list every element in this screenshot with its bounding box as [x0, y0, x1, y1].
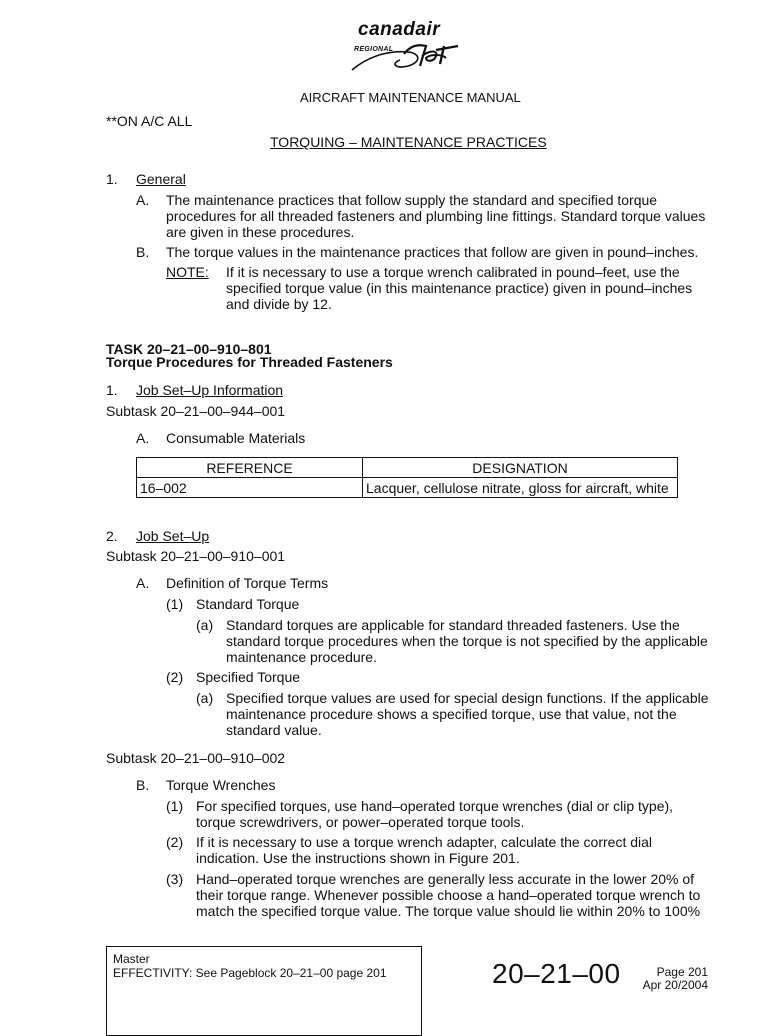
- logo-wordmark: canadair: [358, 19, 441, 40]
- subtask-944-001: Subtask 20–21–00–944–001: [106, 403, 286, 419]
- torque-wrenches-letter: B.: [136, 777, 150, 793]
- general-b-paragraph: The torque values in the maintenance practices that follow are given in pound–inches.: [166, 244, 699, 260]
- page-info: [620, 966, 708, 992]
- standard-torque-a-number: (a): [196, 617, 214, 633]
- text-line: maintenance procedure shows a specified torque, use that value, not the: [226, 706, 677, 722]
- text-line: For specified torques, use hand–operated torque wrenches (dial or clip type),: [196, 798, 674, 814]
- text-line: Hand–operated torque wrenches are generally less accurate in the lower 20% of: [196, 871, 695, 887]
- standard-torque-heading: Standard Torque: [196, 596, 300, 612]
- specified-torque-paragraph: [226, 690, 709, 738]
- subtask-910-001: Subtask 20–21–00–910–001: [106, 548, 286, 564]
- logo-subtitle: REGIONAL: [354, 46, 394, 53]
- revision-date: Apr 20/2004: [642, 978, 708, 992]
- specified-torque-number: (2): [166, 669, 184, 685]
- canadair-regional-jet-logo: [346, 19, 466, 78]
- text-line: Specified torque values are used for special design functions. If the applicable: [226, 690, 709, 706]
- specified-torque-heading: Specified Torque: [196, 669, 301, 685]
- general-number: 1.: [106, 171, 118, 187]
- text-line: specified torque value (in this maintenance practice) given in pound–inches: [226, 280, 693, 296]
- text-line: their torque range. Whenever possible choose a hand–operated torque wrench to: [196, 887, 701, 903]
- standard-torque-number: (1): [166, 596, 184, 612]
- note-paragraph: [226, 264, 692, 312]
- text-line: are given in these procedures.: [166, 224, 355, 240]
- text-line: indication. Use the instructions shown in Figure 201.: [196, 850, 520, 866]
- column-header-reference: REFERENCE: [137, 458, 363, 478]
- subtask-910-002: Subtask 20–21–00–910–002: [106, 750, 286, 766]
- general-b-letter: B.: [136, 244, 150, 260]
- chapter-number: 20–21–00: [492, 958, 621, 989]
- text-line: procedures for all threaded fasteners and plumbing line fittings. Standard torque values: [166, 208, 706, 224]
- torque-terms-letter: A.: [136, 575, 150, 591]
- torque-terms-heading: Definition of Torque Terms: [166, 575, 329, 591]
- general-a-paragraph: [166, 192, 705, 240]
- text-line: torque screwdrivers, or power–operated torque tools.: [196, 814, 525, 830]
- setup-info-heading: Job Set–Up Information: [136, 382, 284, 398]
- wrench-item-1-number: (1): [166, 798, 184, 814]
- text-line: Standard torques are applicable for standard threaded fasteners. Use the: [226, 617, 680, 633]
- wrench-item-3-paragraph: [196, 871, 700, 919]
- wrench-item-1-paragraph: [196, 798, 673, 830]
- jet-script-icon: [346, 36, 466, 76]
- consumable-materials-table: [136, 457, 678, 498]
- text-line: maintenance procedure.: [226, 649, 377, 665]
- setup-heading: Job Set–Up: [136, 528, 210, 544]
- effectivity-text: EFFECTIVITY: See Pageblock 20–21–00 page 201: [113, 966, 387, 980]
- general-a-letter: A.: [136, 192, 150, 208]
- cell-reference: 16–002: [137, 478, 363, 498]
- table-header-row: [137, 458, 678, 478]
- column-header-designation: DESIGNATION: [363, 458, 678, 478]
- text-line: The maintenance practices that follow supply the standard and specified torque: [166, 192, 658, 208]
- setup-info-number: 1.: [106, 382, 118, 398]
- general-heading: General: [136, 171, 186, 187]
- task-title: Torque Procedures for Threaded Fasteners: [106, 354, 393, 370]
- wrench-item-2-number: (2): [166, 834, 184, 850]
- effectivity-box: [106, 946, 422, 1036]
- page-number: Page 201: [656, 965, 708, 979]
- text-line: and divide by 12.: [226, 296, 332, 312]
- note-label: NOTE:: [166, 264, 209, 280]
- text-line: standard value.: [226, 722, 322, 738]
- text-line: If it is necessary to use a torque wrench adapter, calculate the correct dial: [196, 834, 653, 850]
- wrench-item-3-number: (3): [166, 871, 184, 887]
- applicability: **ON A/C ALL: [106, 113, 193, 129]
- master-label: Master: [113, 952, 150, 966]
- torque-wrenches-heading: Torque Wrenches: [166, 777, 276, 793]
- table-row: [137, 478, 678, 498]
- consumables-letter: A.: [136, 430, 150, 446]
- section-title: TORQUING – MAINTENANCE PRACTICES: [270, 134, 547, 150]
- wrench-item-2-paragraph: [196, 834, 652, 866]
- text-line: standard torque procedures when the torque is not specified by the applicable: [226, 633, 708, 649]
- cell-designation: Lacquer, cellulose nitrate, gloss for aircraft, white: [363, 478, 678, 498]
- text-line: If it is necessary to use a torque wrench calibrated in pound–feet, use the: [226, 264, 680, 280]
- text-line: match the specified torque value. The torque value should lie within 20% to 100%: [196, 903, 701, 919]
- setup-number: 2.: [106, 528, 118, 544]
- standard-torque-paragraph: [226, 617, 708, 665]
- task-id: TASK 20–21–00–910–801: [106, 341, 272, 357]
- specified-torque-a-number: (a): [196, 690, 214, 706]
- manual-title: AIRCRAFT MAINTENANCE MANUAL: [300, 90, 521, 105]
- consumables-heading: Consumable Materials: [166, 430, 306, 446]
